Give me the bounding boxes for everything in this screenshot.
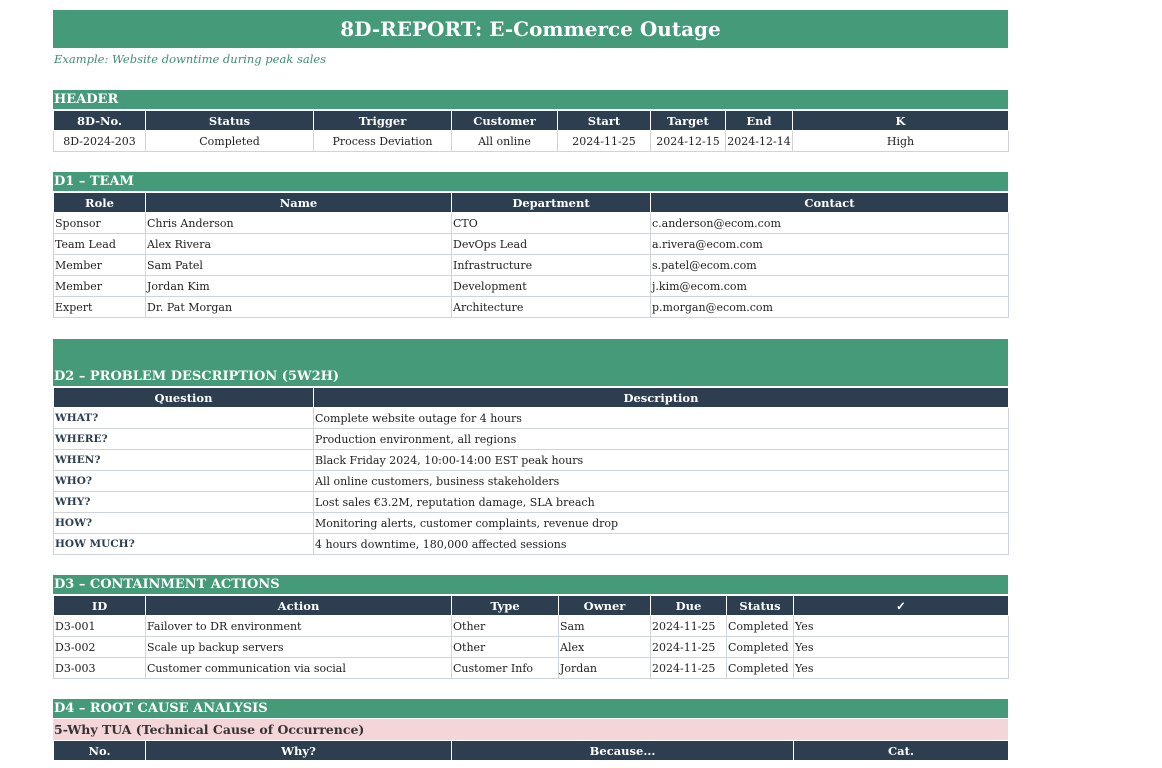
cell-name[interactable]: Chris Anderson bbox=[146, 213, 452, 234]
cell-name[interactable]: Alex Rivera bbox=[146, 234, 452, 255]
cell-type[interactable]: Other bbox=[452, 637, 559, 658]
cell-id[interactable]: D3-002 bbox=[54, 637, 146, 658]
cell-done[interactable]: Yes bbox=[794, 616, 1009, 637]
col-trigger: Trigger bbox=[314, 111, 452, 131]
col-action: Action bbox=[146, 596, 452, 616]
containment-table bbox=[53, 595, 1009, 679]
col-status: Status bbox=[146, 111, 314, 131]
cell-contact[interactable]: p.morgan@ecom.com bbox=[651, 297, 1009, 318]
section-d2-title: D2 – PROBLEM DESCRIPTION (5W2H) bbox=[53, 339, 1008, 387]
cell-role[interactable]: Sponsor bbox=[54, 213, 146, 234]
table-row bbox=[54, 471, 1009, 492]
cell-status[interactable]: Completed bbox=[146, 131, 314, 152]
col-k: K bbox=[793, 111, 1009, 131]
col-customer: Customer bbox=[452, 111, 558, 131]
cell-customer[interactable]: All online bbox=[452, 131, 558, 152]
cell-description[interactable]: Monitoring alerts, customer complaints, revenue drop bbox=[314, 513, 1009, 534]
cell-action[interactable]: Scale up backup servers bbox=[146, 637, 452, 658]
cell-owner[interactable]: Sam bbox=[559, 616, 651, 637]
cell-id[interactable]: D3-001 bbox=[54, 616, 146, 637]
cell-name[interactable]: Jordan Kim bbox=[146, 276, 452, 297]
cell-department[interactable]: Development bbox=[452, 276, 651, 297]
table-row bbox=[54, 616, 1009, 637]
problem-table-head bbox=[54, 388, 1009, 408]
report-sheet bbox=[53, 10, 1008, 761]
cell-status[interactable]: Completed bbox=[727, 658, 794, 679]
cell-description[interactable]: 4 hours downtime, 180,000 affected sessions bbox=[314, 534, 1009, 555]
team-table-head bbox=[54, 193, 1009, 213]
col-type: Type bbox=[452, 596, 559, 616]
cell-action[interactable]: Customer communication via social bbox=[146, 658, 452, 679]
cell-description[interactable]: Black Friday 2024, 10:00-14:00 EST peak hours bbox=[314, 450, 1009, 471]
table-row bbox=[54, 408, 1009, 429]
col-contact: Contact bbox=[651, 193, 1009, 213]
cell-target[interactable]: 2024-12-15 bbox=[651, 131, 726, 152]
cell-question: WHERE? bbox=[54, 429, 314, 450]
col-because: Because... bbox=[452, 741, 794, 761]
header-table-row bbox=[54, 131, 1009, 152]
table-row bbox=[54, 213, 1009, 234]
team-table bbox=[53, 192, 1009, 318]
col-id: ID bbox=[54, 596, 146, 616]
containment-table-head bbox=[54, 596, 1009, 616]
col-due: Due bbox=[651, 596, 727, 616]
cell-role[interactable]: Team Lead bbox=[54, 234, 146, 255]
cell-status[interactable]: Completed bbox=[727, 637, 794, 658]
section-d1-title: D1 – TEAM bbox=[53, 172, 1008, 192]
cell-contact[interactable]: c.anderson@ecom.com bbox=[651, 213, 1009, 234]
cell-contact[interactable]: a.rivera@ecom.com bbox=[651, 234, 1009, 255]
cell-department[interactable]: Architecture bbox=[452, 297, 651, 318]
col-owner: Owner bbox=[559, 596, 651, 616]
cell-due[interactable]: 2024-11-25 bbox=[651, 637, 727, 658]
section-d3-title: D3 – CONTAINMENT ACTIONS bbox=[53, 575, 1008, 595]
checkmark-icon: ✓ bbox=[794, 596, 1009, 616]
col-question: Question bbox=[54, 388, 314, 408]
cell-department[interactable]: DevOps Lead bbox=[452, 234, 651, 255]
cell-department[interactable]: Infrastructure bbox=[452, 255, 651, 276]
cell-owner[interactable]: Alex bbox=[559, 637, 651, 658]
cell-due[interactable]: 2024-11-25 bbox=[651, 616, 727, 637]
table-row bbox=[54, 534, 1009, 555]
cell-done[interactable]: Yes bbox=[794, 658, 1009, 679]
col-why: Why? bbox=[146, 741, 452, 761]
report-title: 8D-REPORT: E-Commerce Outage bbox=[53, 10, 1008, 48]
col-category: Cat. bbox=[794, 741, 1009, 761]
cell-question: WHY? bbox=[54, 492, 314, 513]
cell-role[interactable]: Member bbox=[54, 276, 146, 297]
header-table-head bbox=[54, 111, 1009, 131]
table-row bbox=[54, 255, 1009, 276]
col-end: End bbox=[726, 111, 793, 131]
cell-role[interactable]: Expert bbox=[54, 297, 146, 318]
table-row bbox=[54, 658, 1009, 679]
col-start: Start bbox=[558, 111, 651, 131]
cell-name[interactable]: Dr. Pat Morgan bbox=[146, 297, 452, 318]
cell-action[interactable]: Failover to DR environment bbox=[146, 616, 452, 637]
section-d4-title: D4 – ROOT CAUSE ANALYSIS bbox=[53, 699, 1008, 719]
cell-name[interactable]: Sam Patel bbox=[146, 255, 452, 276]
table-row bbox=[54, 297, 1009, 318]
cell-start[interactable]: 2024-11-25 bbox=[558, 131, 651, 152]
cell-type[interactable]: Other bbox=[452, 616, 559, 637]
table-row bbox=[54, 513, 1009, 534]
table-row bbox=[54, 492, 1009, 513]
root-cause-table bbox=[53, 740, 1009, 761]
cell-description[interactable]: Production environment, all regions bbox=[314, 429, 1009, 450]
col-no: No. bbox=[54, 741, 146, 761]
cell-description[interactable]: All online customers, business stakeholders bbox=[314, 471, 1009, 492]
cell-8d-no[interactable]: 8D-2024-203 bbox=[54, 131, 146, 152]
cell-role[interactable]: Member bbox=[54, 255, 146, 276]
report-subtitle: Example: Website downtime during peak sales bbox=[54, 52, 327, 66]
cell-due[interactable]: 2024-11-25 bbox=[651, 658, 727, 679]
cell-contact[interactable]: s.patel@ecom.com bbox=[651, 255, 1009, 276]
col-description: Description bbox=[314, 388, 1009, 408]
col-department: Department bbox=[452, 193, 651, 213]
col-8d-no: 8D-No. bbox=[54, 111, 146, 131]
cell-owner[interactable]: Jordan bbox=[559, 658, 651, 679]
cell-question: HOW? bbox=[54, 513, 314, 534]
root-cause-table-head bbox=[54, 741, 1009, 761]
cell-end[interactable]: 2024-12-14 bbox=[726, 131, 793, 152]
table-row bbox=[54, 637, 1009, 658]
header-table bbox=[53, 110, 1009, 152]
cell-type[interactable]: Customer Info bbox=[452, 658, 559, 679]
table-row bbox=[54, 276, 1009, 297]
col-role: Role bbox=[54, 193, 146, 213]
cell-question: WHO? bbox=[54, 471, 314, 492]
cell-question: WHEN? bbox=[54, 450, 314, 471]
section-header-title: HEADER bbox=[53, 90, 1008, 110]
table-row bbox=[54, 450, 1009, 471]
cell-description[interactable]: Lost sales €3.2M, reputation damage, SLA breach bbox=[314, 492, 1009, 513]
col-target: Target bbox=[651, 111, 726, 131]
col-status: Status bbox=[727, 596, 794, 616]
cell-k[interactable]: High bbox=[793, 131, 1009, 152]
cell-question: WHAT? bbox=[54, 408, 314, 429]
cell-trigger[interactable]: Process Deviation bbox=[314, 131, 452, 152]
cell-status[interactable]: Completed bbox=[727, 616, 794, 637]
cell-department[interactable]: CTO bbox=[452, 213, 651, 234]
five-why-subtitle: 5-Why TUA (Technical Cause of Occurrence) bbox=[53, 719, 1008, 740]
cell-question: HOW MUCH? bbox=[54, 534, 314, 555]
problem-table bbox=[53, 387, 1009, 555]
col-name: Name bbox=[146, 193, 452, 213]
table-row bbox=[54, 234, 1009, 255]
cell-id[interactable]: D3-003 bbox=[54, 658, 146, 679]
cell-contact[interactable]: j.kim@ecom.com bbox=[651, 276, 1009, 297]
cell-done[interactable]: Yes bbox=[794, 637, 1009, 658]
cell-description[interactable]: Complete website outage for 4 hours bbox=[314, 408, 1009, 429]
table-row bbox=[54, 429, 1009, 450]
